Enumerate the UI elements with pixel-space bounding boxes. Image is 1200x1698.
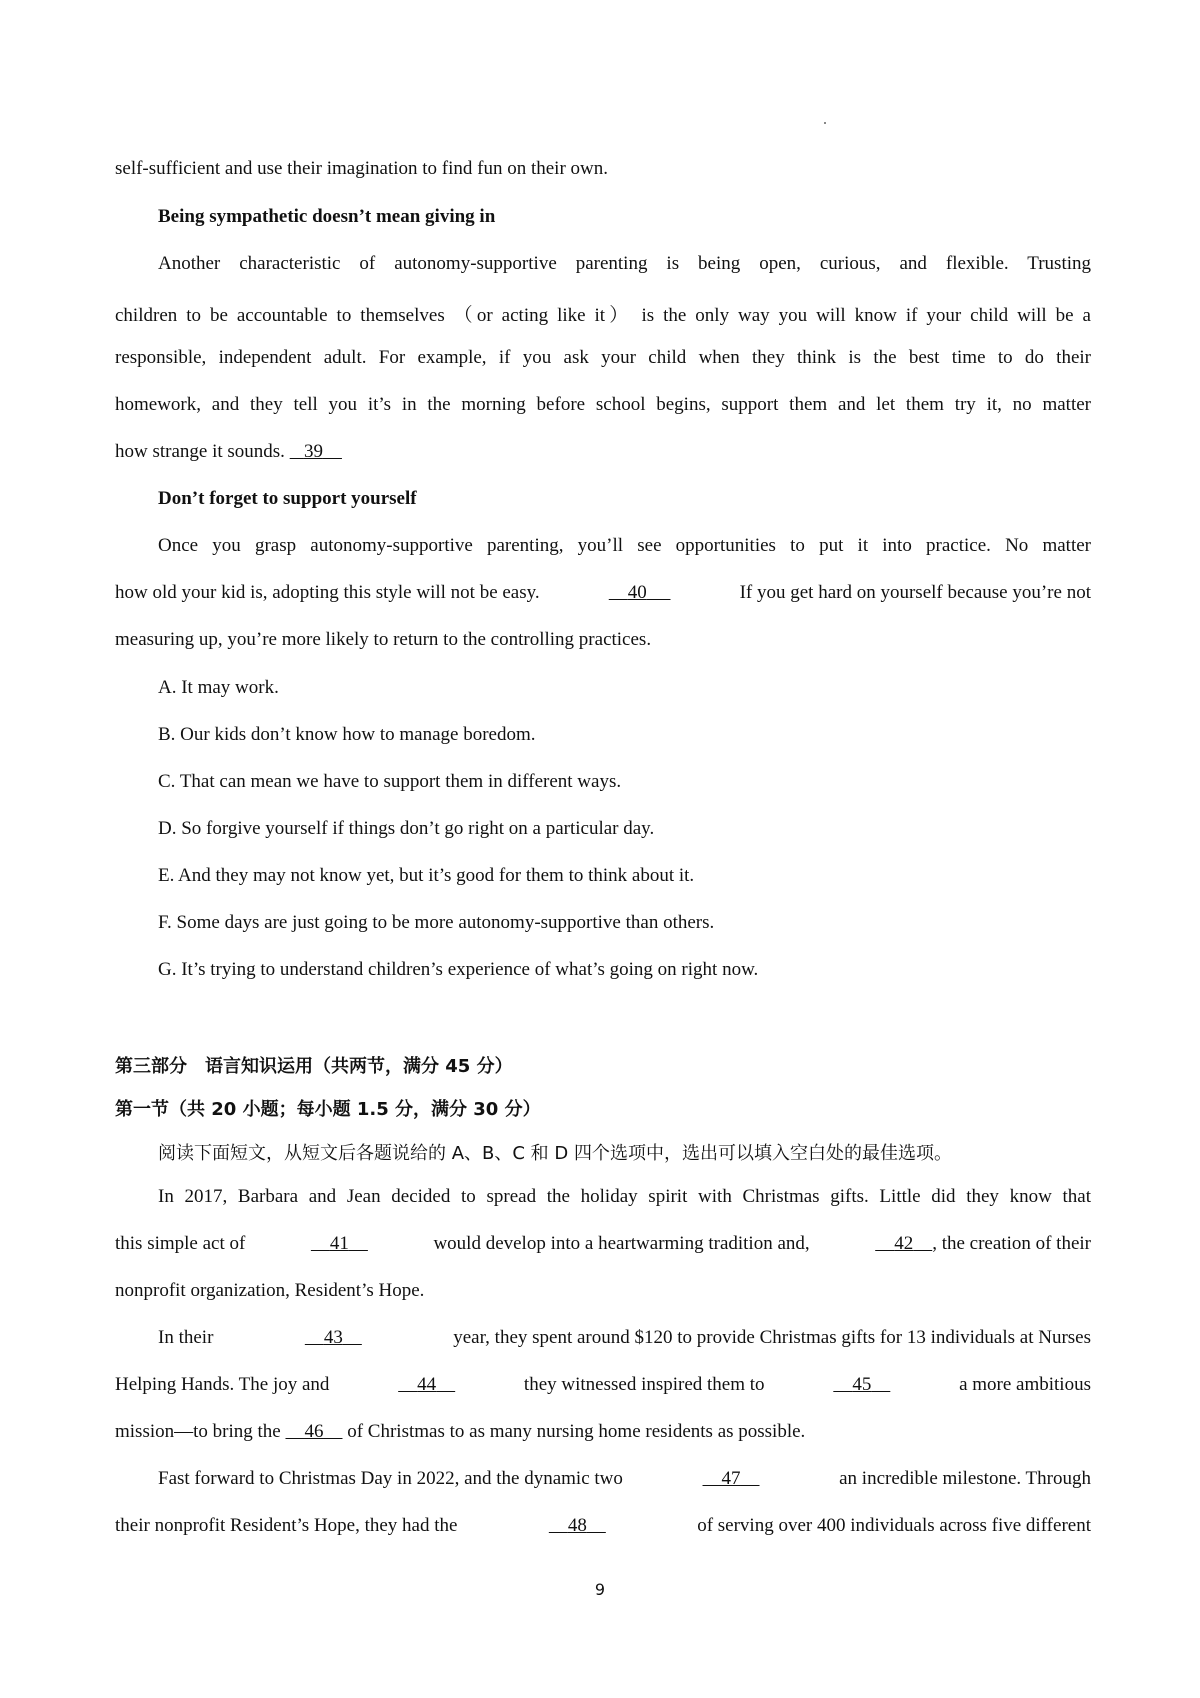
paragraph-line: nonprofit organization, Resident’s Hope.	[115, 1280, 425, 1301]
scan-speck	[824, 122, 826, 124]
text-segment: their nonprofit Resident’s Hope, they had the	[115, 1515, 458, 1536]
option-b: B. Our kids don’t know how to manage boredom.	[158, 724, 536, 745]
option-c: C. That can mean we have to support them in different ways.	[158, 771, 622, 792]
text-segment: how strange it sounds.	[115, 441, 285, 462]
paragraph-line	[115, 1374, 1091, 1396]
option-d: D. So forgive yourself if things don’t go right on a particular day.	[158, 818, 655, 839]
option-e: E. And they may not know yet, but it’s good for them to think about it.	[158, 865, 695, 886]
answer-blank-40[interactable]: 40	[627, 582, 647, 603]
text-segment: If you get hard on yourself because you’re not	[739, 582, 1091, 603]
text-segment: Helping Hands. The joy and	[115, 1374, 330, 1395]
paragraph-line: responsible, independent adult. For example, if you ask your child when they think is the best time to do their	[115, 347, 1091, 368]
text-segment: they witnessed inspired them to	[523, 1374, 765, 1395]
paragraph-line	[115, 1421, 1091, 1443]
answer-blank-44[interactable]: 44	[417, 1374, 437, 1395]
text-segment: an incredible milestone. Through	[839, 1468, 1091, 1489]
answer-blank-42[interactable]: 42	[894, 1233, 914, 1254]
paragraph-line: measuring up, you’re more likely to return to the controlling practices.	[115, 629, 652, 650]
paragraph-line: In 2017, Barbara and Jean decided to spread the holiday spirit with Christmas gifts. Little did they know that	[158, 1186, 1091, 1207]
text-segment: a more ambitious	[959, 1374, 1091, 1395]
text-segment: year, they spent around $120 to provide Christmas gifts for 13 individuals at Nurses	[453, 1327, 1091, 1348]
answer-blank-45[interactable]: 45	[852, 1374, 872, 1395]
page-number: 9	[594, 1580, 606, 1599]
text-segment: this simple act of	[115, 1233, 246, 1254]
paragraph-line	[115, 582, 1091, 604]
text-segment: , the creation of their	[932, 1233, 1091, 1254]
section-heading: Being sympathetic doesn’t mean giving in	[158, 206, 496, 227]
paragraph-line	[115, 1515, 1091, 1537]
part-title: 第三部分 语言知识运用（共两节，满分 45 分）	[115, 1056, 513, 1077]
text-segment: mission—to bring the	[115, 1421, 281, 1442]
text-line: self-sufficient and use their imagination to find fun on their own.	[115, 158, 609, 179]
answer-blank-48[interactable]: 48	[567, 1515, 587, 1536]
text-segment: of Christmas to as many nursing home residents as possible.	[347, 1421, 806, 1442]
option-g: G. It’s trying to understand children’s experience of what’s going on right now.	[158, 959, 759, 980]
paragraph-line	[158, 1468, 1091, 1490]
paragraph-line	[115, 1233, 1091, 1255]
paragraph-line: homework, and they tell you it’s in the morning before school begins, support them and let them try it, no matter	[115, 394, 1091, 415]
paragraph-line: children to be accountable to themselves （or acting like it） is the only way you will know if your child will be a	[115, 305, 1091, 326]
option-a: A. It may work.	[158, 677, 279, 698]
paragraph-line: Another characteristic of autonomy-supportive parenting is being open, curious, and flexible. Trusting	[158, 253, 1091, 274]
text-segment: In their	[158, 1327, 214, 1348]
paragraph-line: Once you grasp autonomy-supportive parenting, you’ll see opportunities to put it into practice. No matter	[158, 535, 1091, 556]
paragraph-line	[158, 1327, 1091, 1349]
option-f: F. Some days are just going to be more autonomy-supportive than others.	[158, 912, 715, 933]
answer-blank-43[interactable]: 43	[323, 1327, 343, 1348]
paragraph-line	[115, 441, 1091, 463]
answer-blank-39[interactable]: 39	[303, 441, 323, 462]
answer-blank-46[interactable]: 46	[304, 1421, 324, 1442]
answer-blank-41[interactable]: 41	[329, 1233, 349, 1254]
answer-blank-47[interactable]: 47	[721, 1468, 741, 1489]
text-segment: how old your kid is, adopting this style will not be easy.	[115, 582, 540, 603]
text-segment: of serving over 400 individuals across five different	[697, 1515, 1091, 1536]
section-heading: Don’t forget to support yourself	[158, 488, 417, 509]
text-segment: Fast forward to Christmas Day in 2022, and the dynamic two	[158, 1468, 623, 1489]
section-subtitle: 第一节（共 20 小题；每小题 1.5 分，满分 30 分）	[115, 1099, 541, 1120]
text-segment: would develop into a heartwarming tradition and,	[433, 1233, 810, 1254]
instruction-text: 阅读下面短文，从短文后各题说给的 A、B、C 和 D 四个选项中，选出可以填入空白处的最佳选项。	[158, 1143, 952, 1164]
